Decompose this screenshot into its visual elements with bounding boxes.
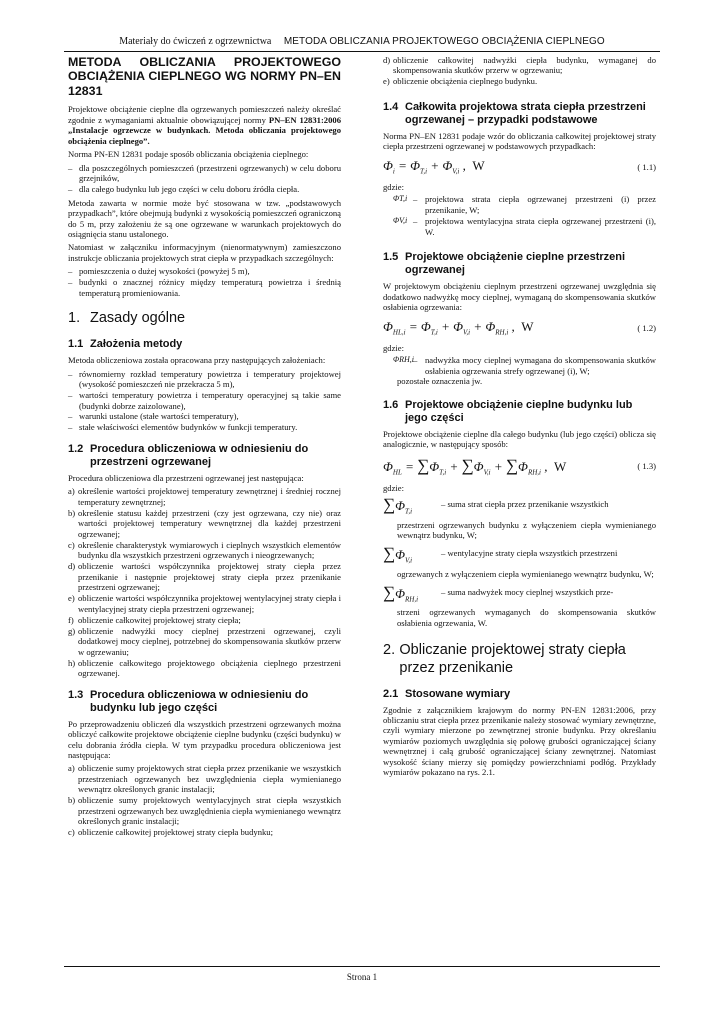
list-item: a) obliczenie sumy projektowych strat ciepła przez przenikanie we wszystkich przestrzeniach ogrzewanych bez uwzględnienia ciepła wymienianego wewnątrz określonych granic instalacji; <box>68 763 341 795</box>
page-header <box>64 36 660 48</box>
definition-item: ΦV,i – projektowa wentylacyjna strata ciepła ogrzewanej przestrzeni (i), W. <box>393 216 656 237</box>
list-item: c) określenie charakterystyk wymiarowych i cieplnych wszystkich elementów budynku dla wszystkich przestrzeni ogrzewanych i nieogrzewanych; <box>68 539 341 561</box>
section-1-4-paragraph: Norma PN–EN 12831 podaje wzór do obliczania całkowitej projektowej straty ciepła przestrzeni ogrzewanej w podstawowych przypadkach: <box>383 130 656 152</box>
page-number: Strona 1 <box>346 972 378 982</box>
list-item: b) określenie statusu każdej przestrzeni (czy jest ogrzewana, czy nie) oraz wartości projektowej temperatury wewnętrznej dla każdej przestrzeni ogrzewanej; <box>68 507 341 539</box>
remaining-symbols-note: pozostałe oznaczenia jw. <box>397 376 483 387</box>
section-1-heading: 1. Zasady ogólne <box>68 310 186 327</box>
section-1-3-paragraph: Po przeprowadzeniu obliczeń dla wszystkich przestrzeni ogrzewanych można obliczyć całkowite projektowe obciążenie cieplne budynku (części budynku) w celu dobrania źródła ciepła. W tym przypadku procedura obliczeniowa jest następująca: <box>68 718 341 760</box>
section-1-2-heading: 1.2 Procedura obliczeniowa w odniesieniu do przestrzeni ogrzewanej <box>68 442 309 468</box>
list-item: d) obliczenie całkowitej nadwyżki ciepła budynku, wymaganej do skompensowania skutków przerw w ogrzewaniu; <box>383 55 656 76</box>
section-1-1-paragraph: Metoda obliczeniowa została opracowana przy następujących założeniach: <box>68 355 326 366</box>
sum-definition-cont: ogrzewanych z wyłączeniem ciepła wymienianego wewnątrz budynku, W; <box>397 568 654 579</box>
right-column <box>383 55 656 781</box>
section-1-6-paragraph: Projektowe obciążenie cieplne dla całego budynku (lub jego części) oblicza się analogicznie, w następujący sposób: <box>383 428 656 450</box>
where-label: gdzie: <box>383 342 404 353</box>
list-item: b) obliczenie sumy projektowych wentylacyjnych strat ciepła wszystkich przestrzeni ogrzewanych bez uwzględnienia ciepła wymienianego wewnątrz określonych granic instalacji; <box>68 795 341 827</box>
intro-list <box>68 163 341 195</box>
formula-1-3-number: ( 1.3) <box>637 461 656 472</box>
list-item: c) obliczenie całkowitej projektowej straty ciepła budynku; <box>68 827 273 838</box>
section-2-1-heading: 2.1 Stosowane wymiary <box>383 687 511 700</box>
list-item: – warunki ustalone (stałe wartości temperatury), <box>68 411 239 422</box>
list-item: e) obliczenie wartości współczynnika projektowej wentylacyjnej straty ciepła i wentylacyjnej straty ciepła przestrzeni ogrzewanej; <box>68 593 341 614</box>
header-left: Materiały do ćwiczeń z ogrzewnictwa <box>119 36 272 47</box>
sum-definition-item: $\sum\Phi_{T,i}$ – suma strat ciepła przez przenikanie wszystkich <box>383 495 609 516</box>
section-2-heading: 2. Obliczanie projektowej straty ciepła przez przenikanie <box>383 642 626 676</box>
section-1-2-paragraph: Procedura obliczeniowa dla przestrzeni ogrzewanej jest następująca: <box>68 472 304 483</box>
section-1-4-heading: 1.4 Całkowita projektowa strata ciepła przestrzeni ogrzewanej – przypadki podstawowe <box>383 100 646 126</box>
list-item: – dla poszczególnych pomieszczeń (przestrzeni ogrzewanych) w celu doboru grzejników, <box>68 162 341 184</box>
formula-1-3-body: $\Phi_{HL} = \sum\Phi_{T,i} + \sum\Phi_{V,i} + \sum\Phi_{RH,i}$ , W <box>383 455 567 477</box>
list-item: g) obliczenie nadwyżki mocy cieplnej przestrzeni ogrzewanej, czyli dodatkowej mocy cieplnej, potrzebnej do skompensowania skutków przerw w ogrzewaniu; <box>68 625 341 657</box>
section-1-5-paragraph: W projektowym obciążeniu cieplnym przestrzeni ogrzewanej uwzględnia się dodatkowo nadwyżkę mocy cieplnej, wymaganą do skompensowania skutków osłabienia ogrzewania: <box>383 281 656 313</box>
footer-rule <box>64 966 660 967</box>
intro-paragraph-2: Norma PN-EN 12831 podaje sposób obliczania obciążenia cieplnego: <box>68 149 309 160</box>
definition-item: ΦRH,i – nadwyżka mocy cieplnej wymagana do skompensowania skutków osłabienia ogrzewania strefy ogrzewanej (i), W; <box>393 355 656 376</box>
formula-1-2 <box>383 319 656 337</box>
sum-definition-cont: przestrzeni ogrzewanych budynku z wyłączeniem ciepła wymienianego wewnątrz budynku, W; <box>397 519 656 540</box>
section-2-1-paragraph: Zgodnie z załącznikiem krajowym do normy PN-EN 12831:2006, przy obliczaniu strat ciepła przez przenikanie należy stosować wymiary zewnętrzne, czyli wymiary mierzone po zewnętrznej stronie budynku. Przy określaniu wymiarów poziomych uwzględnia się połowę grubości ograniczającej ściany wewnętrznej i całą grubość ograniczającej ściany zewnętrznej. Natomiast wysokość ściany mierzy się pomiędzy powierzchniami podłóg. Przykłady wymiarów pokazano na rys. 2.1. <box>383 704 656 778</box>
header-rule <box>64 51 660 52</box>
intro-paragraph-4: Natomiast w załączniku informacyjnym (nienormatywnym) zamieszczono instrukcje obliczania projektowych strat ciepła w przypadkach szczególnych: <box>68 242 341 263</box>
sum-definition-cont: strzeni ogrzewanych wymaganych do skompensowania skutków osłabienia ogrzewania, W. <box>397 607 656 628</box>
intro-list-2 <box>68 266 341 298</box>
list-item: h) obliczenie całkowitego projektowego obciążenia cieplnego przestrzeni ogrzewanej. <box>68 657 341 679</box>
list-item: – stałe właściwości elementów budynków w funkcji temperatury. <box>68 422 298 433</box>
section-1-5-heading: 1.5 Projektowe obciążenie cieplne przestrzeni ogrzewanej <box>383 251 626 277</box>
list-item: – równomierny rozkład temperatury powietrza i temperatury projektowej (wysokość pomieszczeń nie przekracza 5 m), <box>68 368 341 390</box>
procedure-list <box>68 486 341 678</box>
definition-item: ΦT,i – projektowa strata ciepła ogrzewanej przestrzeni (i) przez przenikanie, W; <box>393 194 656 215</box>
intro-text: Projektowe obciążenie cieplne dla ogrzewanych pomieszczeń należy określać zgodnie z wymaganiami aktualnie obowiązującej normy <box>68 104 341 125</box>
where-label: gdzie: <box>383 482 404 493</box>
list-item: – wartości temperatury powietrza i temperatury operacyjnej są takie same (budynki dobrze zaizolowane), <box>68 390 341 411</box>
building-procedure-list-cont <box>383 55 656 87</box>
intro-paragraph-3: Metoda zawarta w normie może być stosowana w tzw. „podstawowych przypadkach”, które obejmują budynki z wysokością pomieszczeń ograniczoną do 5 m, przy założeniu że są one ogrzewane w warunkach projektowych do osiągnięcia stanu ustalonego. <box>68 197 341 239</box>
where-label: gdzie: <box>383 181 404 192</box>
formula-1-3 <box>383 456 656 477</box>
list-item: – budynki o znacznej różnicy między temperaturą powietrza i średnią temperaturą promieniowania. <box>68 277 341 298</box>
header-right: METODA OBLICZANIA PROJEKTOWEGO OBCIĄŻENIA CIEPLNEGO <box>283 36 605 47</box>
intro-paragraph <box>68 104 341 146</box>
intro-norm-title: PN–EN 12831:2006 „Instalacje ogrzewcze w budynkach. Metoda obliczania projektowego obciążenia cieplnego”. <box>68 114 341 146</box>
list-item: e) obliczenie obciążenia cieplnego budynku. <box>383 76 538 87</box>
list-item: – dla całego budynku lub jego części w celu doboru źródła ciepła. <box>68 184 300 195</box>
building-procedure-list <box>68 763 341 837</box>
formula-1-1 <box>383 158 656 176</box>
list-item: – pomieszczenia o dużej wysokości (powyżej 5 m), <box>68 266 250 277</box>
assumptions-list <box>68 369 341 433</box>
formula-1-1-body: $\Phi_i = \Phi_{T,i} + \Phi_{V,i}$ , W <box>383 157 485 176</box>
formula-1-2-body: $\Phi_{HL,i} = \Phi_{T,i} + \Phi_{V,i} + \Phi_{RH,i}$ , W <box>383 318 534 337</box>
list-item: f) obliczenie całkowitej projektowej straty ciepła; <box>68 614 241 625</box>
sum-definition-item: $\sum\Phi_{V,i}$ – wentylacyjne straty ciepła wszystkich przestrzeni <box>383 544 618 566</box>
section-1-6-heading: 1.6 Projektowe obciążenie cieplne budynku lub jego części <box>383 398 633 424</box>
formula-1-1-number: ( 1.1) <box>637 161 656 172</box>
sum-definition-item: $\sum\Phi_{RH,i}$ – suma nadwyżek mocy cieplnej wszystkich prze- <box>383 583 614 604</box>
left-column <box>68 55 341 841</box>
list-item: a) określenie wartości projektowej temperatury zewnętrznej i średniej rocznej temperatury zewnętrznej; <box>68 486 341 507</box>
list-item: d) obliczenie wartości współczynnika projektowej straty ciepła przez przenikanie i następnie projektowej straty ciepła przez przenikanie przestrzeni ogrzewanej; <box>68 561 341 593</box>
document-title: METODA OBLICZANIA PROJEKTOWEGO OBCIĄŻENIA CIEPLNEGO WG NORMY PN–EN 12831 <box>68 55 341 98</box>
formula-1-2-number: ( 1.2) <box>637 322 656 333</box>
section-1-1-heading: 1.1 Założenia metody <box>68 338 183 351</box>
section-1-3-heading: 1.3 Procedura obliczeniowa w odniesieniu do budynku lub jego części <box>68 688 309 714</box>
